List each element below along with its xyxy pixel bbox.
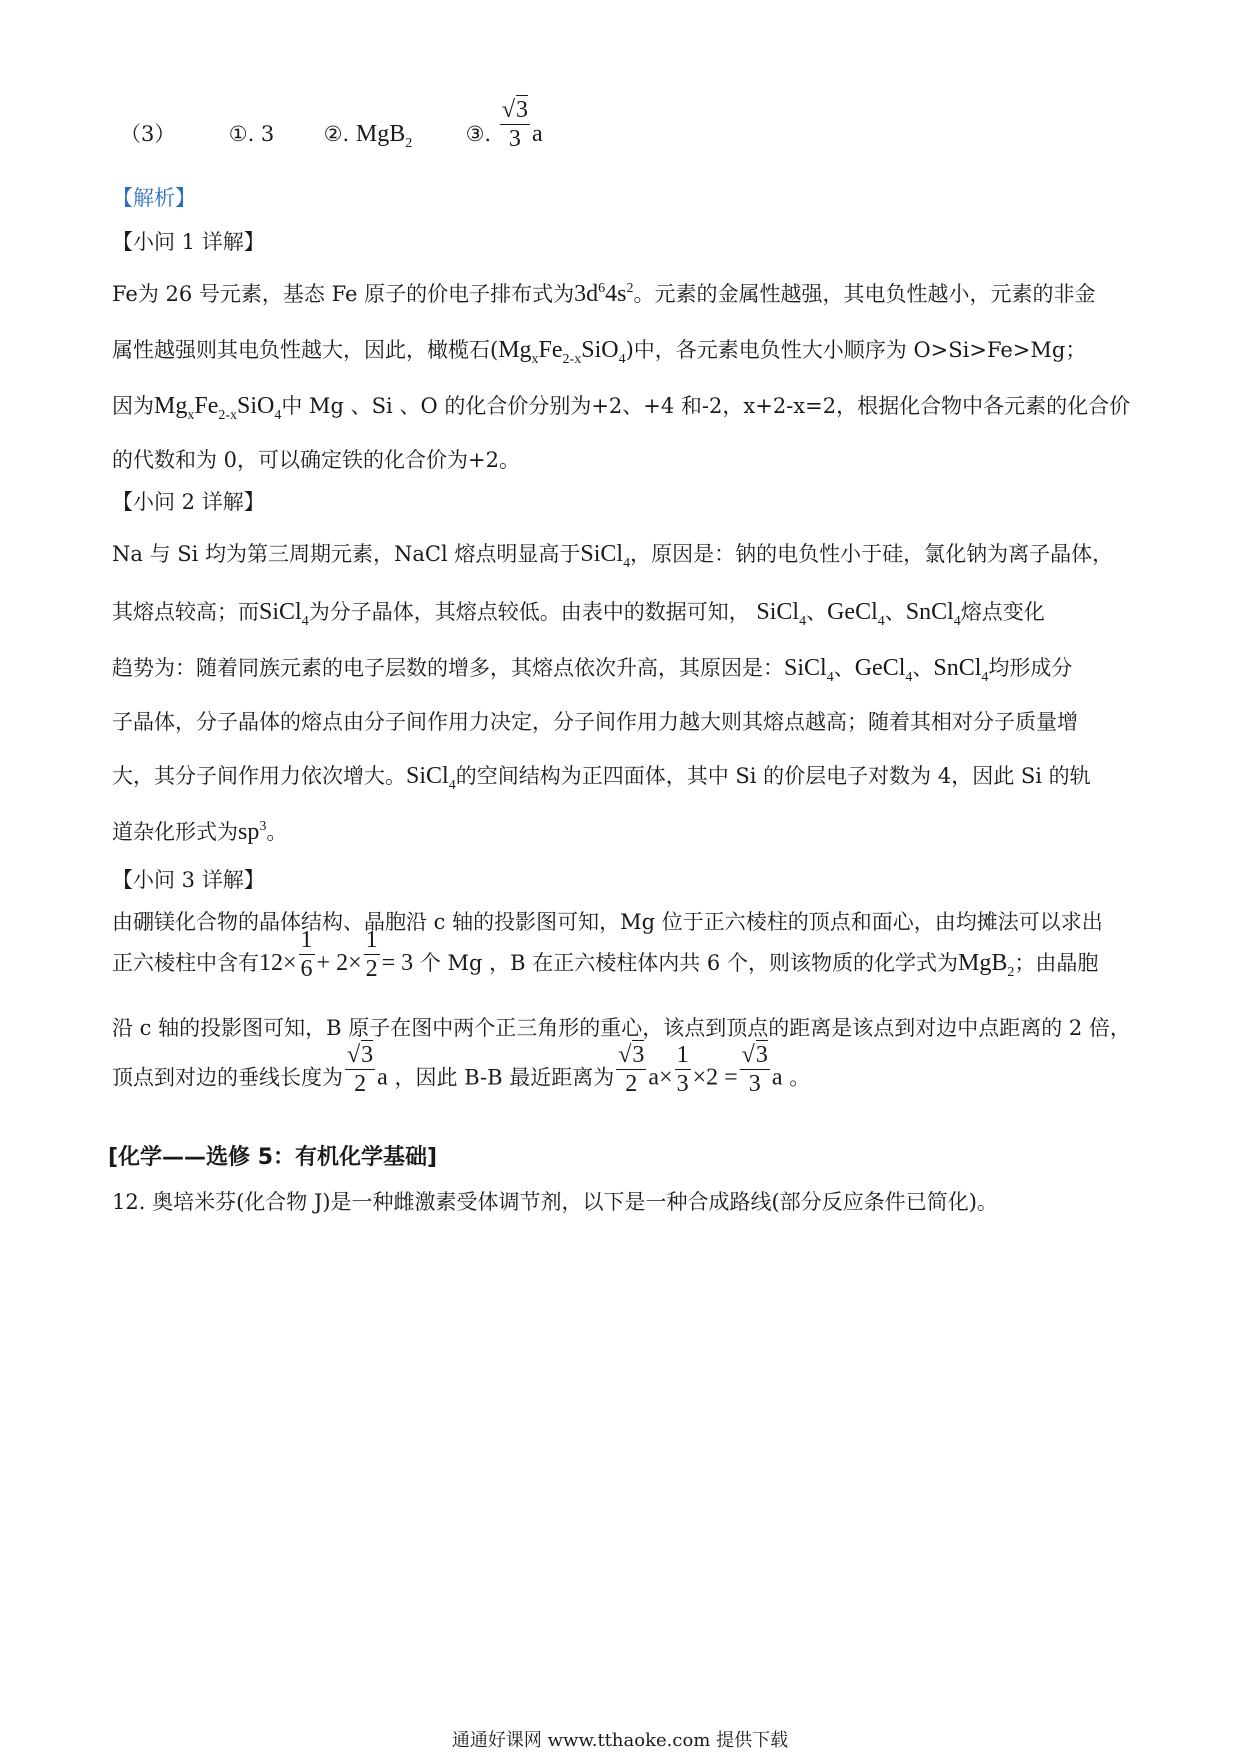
q3-line-3: 沿 c 轴的投影图可知，B 原子在图中两个正三角形的重心，该点到顶点的距离是该点到对边中点距离的 2 倍， <box>112 1016 1131 1040</box>
q2-line-2: 其熔点较高；而SiCl$_4$为分子晶体，其熔点较低。由表中的数据可知， SiCl$_4$、GeCl$_4$、SnCl$_4$熔点变化 <box>112 599 1045 629</box>
answer-label: （3） <box>120 122 176 146</box>
q1-line-1: Fe为 26 号元素，基态 Fe 原子的价电子排布式为$3d^64s^2$。元素的金属性越强，其电负性越小，元素的非金 <box>112 281 1096 307</box>
q3-line-1: 由硼镁化合物的晶体结构、晶胞沿 c 轴的投影图可知，Mg 位于正六棱柱的顶点和面心，由均摊法可以求出 <box>112 910 1103 934</box>
answer-part-3-label: ③. <box>465 122 492 146</box>
answer-3-line <box>120 96 543 153</box>
answer-part-1: ①. 3 <box>228 122 275 146</box>
footer: 通通好课网 www.tthaoke.com 提供下载 <box>451 1730 789 1751</box>
answer-part-3-unit: a <box>531 121 543 147</box>
q1-line-4: 的代数和为 0，可以确定铁的化合价为+2。 <box>112 448 520 472</box>
q3-line-2: 正六棱柱中含有12× $\frac{1}{6}$ + 2× $\frac{1}{2}$ = 3 个 Mg ，B 在正六棱柱体内共 6 个，则该物质的化学式为MgB$_2$；由晶胞 <box>112 927 1099 982</box>
q1-heading: 【小问 1 详解】 <box>112 230 265 254</box>
answer-part-2-formula: MgB$_2$ <box>355 121 413 151</box>
q1-line-3: 因为$Mg_xFe_{2-x}SiO_4$中 Mg 、Si 、O 的化合价分别为+2、+4 和-2，x+2-x=2，根据化合物中各元素的化合价 <box>112 393 1131 423</box>
analysis-tag: 【解析】 <box>112 186 196 210</box>
olivine-formula: $Mg_xFe_{2-x}SiO_4$ <box>498 337 626 367</box>
q2-line-1: Na 与 Si 均为第三周期元素，NaCl 熔点明显高于SiCl$_4$，原因是：钠的电负性小于硅，氯化钠为离子晶体， <box>112 541 1114 571</box>
olivine-formula-2: $Mg_xFe_{2-x}SiO_4$ <box>154 393 282 423</box>
q2-heading: 【小问 2 详解】 <box>112 490 265 514</box>
q2-line-3: 趋势为：随着同族元素的电子层数的增多，其熔点依次升高，其原因是：SiCl$_4$、GeCl$_4$、SnCl$_4$均形成分 <box>112 655 1073 685</box>
q3-heading: 【小问 3 详解】 <box>112 868 265 892</box>
q2-line-5: 大，其分子间作用力依次增大。SiCl$_4$的空间结构为正四面体，其中 Si 的价层电子对数为 4，因此 Si 的轨 <box>112 763 1091 793</box>
q2-line-6: 道杂化形式为$sp^3$。 <box>112 819 288 845</box>
q2-line-4: 子晶体，分子晶体的熔点由分子间作用力决定，分子间作用力越大则其熔点越高；随着其相对分子质量增 <box>112 710 1078 734</box>
q3-line-4: 顶点到对边的垂线长度为 $\frac{√3}{2}$ a ，因此 B-B 最近距离为 $\frac{√3}{2}$ a× $\frac{1}{3}$ ×2 = $\frac{√3}{3}$ a 。 <box>112 1041 811 1097</box>
electron-config: $3d^64s^2$ <box>574 281 634 307</box>
q1-line-2: 属性越强则其电负性越大，因此，橄榄石$(Mg_xFe_{2-x}SiO_4)$中，各元素电负性大小顺序为 O>Si>Fe>Mg； <box>112 337 1087 367</box>
answer-part-3-fraction: $\frac{√3}{3}$ <box>501 96 528 152</box>
section-title: [化学——选修 5：有机化学基础] <box>108 1145 438 1170</box>
answer-part-2-label: ②. <box>323 122 350 146</box>
question-12: 12. 奥培米芬(化合物 J)是一种雌激素受体调节剂，以下是一种合成路线(部分反应条件已简化)。 <box>112 1190 998 1214</box>
